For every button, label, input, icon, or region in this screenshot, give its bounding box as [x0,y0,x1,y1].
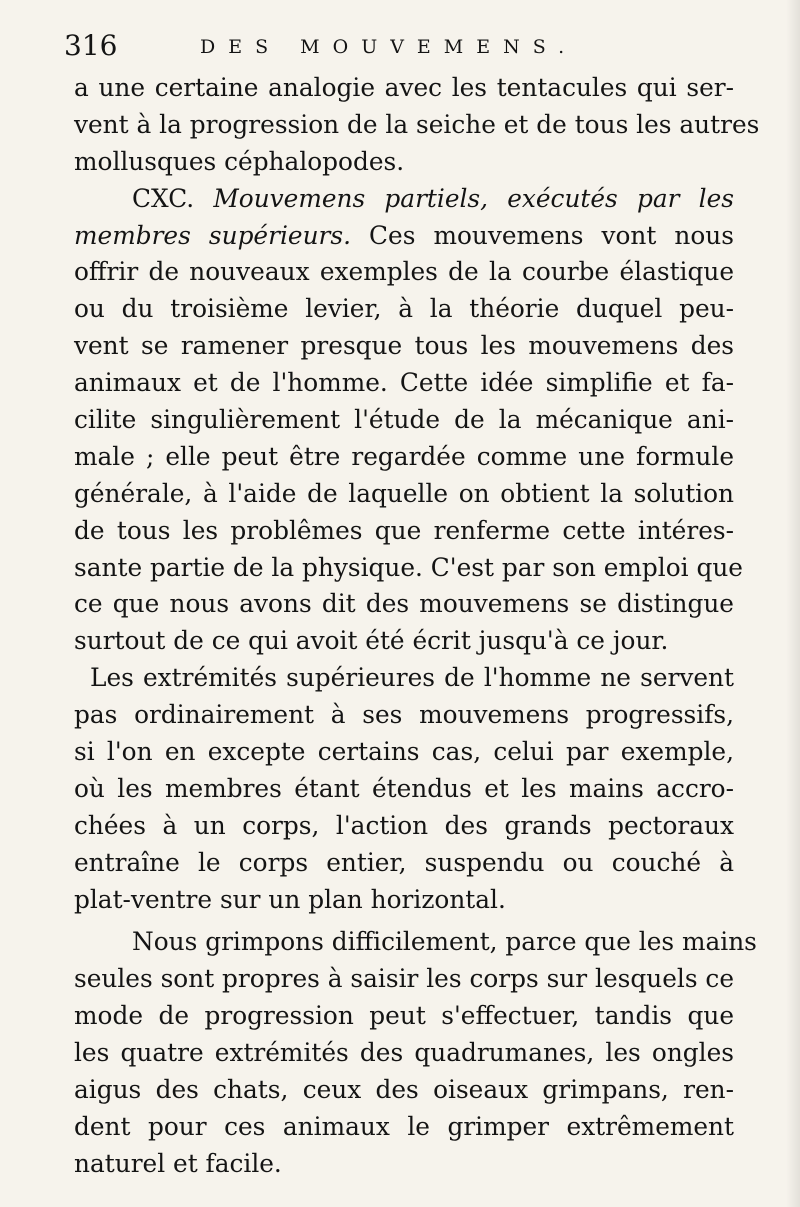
text-line: vent à la progression de la seiche et de tous les autres [74,109,760,139]
text-line: offrir de nouveaux exemples de la courbe élastique [74,257,734,287]
text-line: seules sont propres à saisir les corps sur lesquels ce [74,964,734,994]
text-line: chées à un corps, l'action des grands pectoraux [74,810,734,840]
text-line: male ; elle peut être regardée comme une formule [74,441,734,471]
section-heading-line [74,181,734,218]
text-line: si l'on en excepte certains cas, celui par exemple, [74,737,734,767]
paragraph [74,70,760,181]
text-line: dent pour ces animaux le grimper extrêmement [74,1111,734,1141]
text-line: mollusques céphalopodes. [74,146,405,176]
text-line: mode de progression peut s'effectuer, tandis que [74,1001,734,1031]
text-line [74,218,734,255]
text-line: ou du troisième levier, à la théorie duquel peu- [74,294,734,324]
text-line: Nous grimpons difficilement, parce que les mains [132,927,757,957]
text-line: vent se ramener presque tous les mouvemens des [74,331,734,361]
text-line: cilite singulièrement l'étude de la mécanique ani- [74,405,734,435]
text-line: entraîne le corps entier, suspendu ou couché à [74,847,734,877]
text-line: plat-ventre sur un plan horizontal. [74,884,506,914]
text-line: surtout de ce qui avoit été écrit jusqu'à ce jour. [74,626,669,656]
text-line: animaux et de l'homme. Cette idée simplifie et fa- [74,368,734,398]
text-line: sante partie de la physique. C'est par son emploi que [74,552,743,582]
paragraph [74,181,743,661]
section-title-continued: membres supérieurs. [74,220,352,250]
paragraph [74,660,734,918]
running-head: DES MOUVEMENS. [200,36,578,58]
section-title: Mouvemens partiels, exécutés par les [213,183,735,213]
text-line: aigus des chats, ceux des oiseaux grimpans, ren- [74,1075,734,1105]
page-header [64,28,744,64]
paragraph [74,924,757,1182]
text-fragment: Ces mouvemens vont nous [351,220,734,250]
text-line: Les extrémités supérieures de l'homme ne servent [90,663,734,693]
page-number: 316 [64,29,118,62]
text-line: générale, à l'aide de laquelle on obtient la solution [74,478,734,508]
text-line: naturel et facile. [74,1148,282,1178]
text-line: a une certaine analogie avec les tentacules qui ser- [74,73,734,102]
text-line: de tous les problêmes que renferme cette intéres- [74,515,734,545]
text-line: les quatre extrémités des quadrumanes, les ongles [74,1038,734,1068]
section-number: CXC. [132,183,195,213]
body-text [74,70,760,1183]
text-line: pas ordinairement à ses mouvemens progressifs, [74,700,734,730]
text-line: ce que nous avons dit des mouvemens se distingue [74,589,734,619]
text-line: où les membres étant étendus et les mains accro- [74,773,734,803]
